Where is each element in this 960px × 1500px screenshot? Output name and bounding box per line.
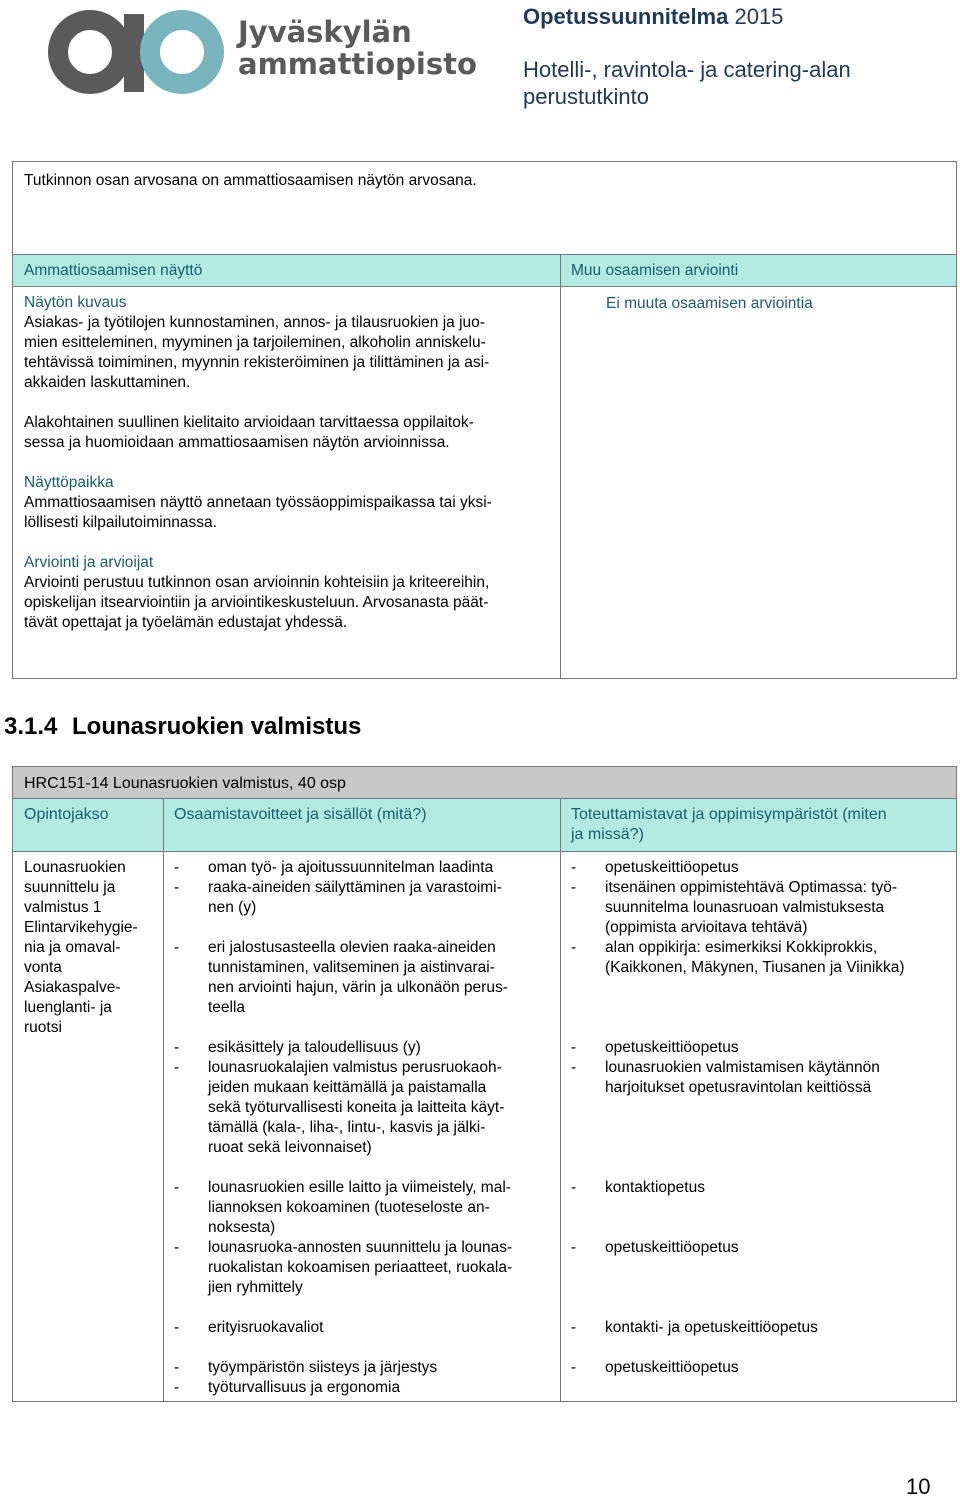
- text-line: opetuskeittiöopetus: [605, 859, 739, 876]
- column-divider: [560, 799, 561, 1401]
- page-number: 10: [906, 1474, 931, 1499]
- bullet-dash: -: [571, 1179, 577, 1196]
- muu-arviointi-text: Ei muuta osaamisen arviointia: [606, 295, 813, 312]
- bullet-dash: -: [571, 1239, 577, 1256]
- text-line: alan oppikirja: esimerkiksi Kokkiprokkis,: [605, 939, 878, 956]
- text-line: opiskelijan itsearviointiin ja arviointikeskusteluun. Arvosanasta päät-: [24, 594, 489, 611]
- text-line: ruoat sekä leivonnaiset): [208, 1139, 372, 1156]
- text-line: löllisesti kilpailutoiminnassa.: [24, 514, 217, 531]
- col-header-osaamistavoitteet: Osaamistavoitteet ja sisällöt (mitä?): [174, 806, 427, 823]
- text-line: esikäsittely ja taloudellisuus (y): [208, 1039, 421, 1056]
- text-line: itsenäinen oppimistehtävä Optimassa: työ-: [605, 879, 898, 896]
- course-table-header-row: [13, 799, 956, 852]
- text-line: noksesta): [208, 1219, 276, 1236]
- nayttopaikka-heading: Näyttöpaikka: [24, 474, 114, 491]
- col-header-muu-arviointi: Muu osaamisen arviointi: [571, 262, 739, 279]
- document-title-bold: Opetussuunnitelma: [523, 4, 729, 29]
- text-line: Ammattiosaamisen näyttö annetaan työssäoppimispaikassa tai yksi-: [24, 494, 492, 511]
- text-line: Asiakas- ja työtilojen kunnostaminen, annos- ja tilausruokien ja juo-: [24, 314, 485, 331]
- text-line: tunnistaminen, valitseminen ja aistinvarai-: [208, 959, 495, 976]
- arviointi-heading: Arviointi ja arvioijat: [24, 554, 154, 571]
- text-line: jien ryhmittely: [208, 1279, 303, 1296]
- document-subtitle-line: Hotelli-, ravintola- ja catering-alan: [523, 57, 851, 82]
- logo-a-letter: [58, 14, 144, 92]
- text-line: erityisruokavaliot: [208, 1319, 324, 1336]
- text-line: Asiakaspalve-: [24, 979, 121, 996]
- col-header-opintojakso: Opintojakso: [24, 806, 109, 823]
- text-line: sekä työturvallisesti koneita ja laitteita käyt-: [208, 1099, 505, 1116]
- text-line: akkaiden laskuttaminen.: [24, 374, 191, 391]
- nayton-kuvaus-heading: Näytön kuvaus: [24, 294, 127, 311]
- document-title: [523, 4, 783, 30]
- course-table: [12, 766, 957, 1402]
- bullet-dash: -: [174, 1179, 180, 1196]
- text-line: työympäristön siisteys ja järjestys: [208, 1359, 438, 1376]
- assessment-table: [12, 161, 957, 679]
- bullet-dash: -: [174, 879, 180, 896]
- text-line: nia ja omaval-: [24, 939, 121, 956]
- text-line: Lounasruokien: [24, 859, 126, 876]
- section-heading: [4, 713, 361, 741]
- text-line: vonta: [24, 959, 62, 976]
- text-line: suunnittelu ja: [24, 879, 116, 896]
- text-line: sessa ja huomioidaan ammattiosaamisen näytön arvioinnissa.: [24, 434, 450, 451]
- bullet-dash: -: [571, 859, 577, 876]
- assessment-header-row: [13, 255, 956, 287]
- arviointi-text: [24, 573, 554, 633]
- text-line: valmistus 1: [24, 899, 102, 916]
- bullet-dash: -: [571, 939, 577, 956]
- text-line: Alakohtainen suullinen kielitaito arvioidaan tarvittaessa oppilaitok-: [24, 414, 474, 431]
- bullet-dash: -: [174, 1239, 180, 1256]
- text-line: kontakti- ja opetuskeittiöopetus: [605, 1319, 818, 1336]
- text-line: opetuskeittiöopetus: [605, 1039, 739, 1056]
- bullet-dash: -: [174, 1379, 180, 1396]
- grade-note-row: [13, 162, 956, 255]
- text-line: teella: [208, 999, 246, 1016]
- text-line: (Kaikkonen, Mäkynen, Tiusanen ja Viinikka): [605, 959, 905, 976]
- text-line: työturvallisuus ja ergonomia: [208, 1379, 401, 1396]
- document-subtitle-line: perustutkinto: [523, 84, 649, 109]
- text-line: ruokalistan kokoamisen periaatteet, ruokala-: [208, 1259, 513, 1276]
- bullet-dash: -: [571, 879, 577, 896]
- column-divider: [560, 255, 561, 679]
- text-line: raaka-aineiden säilyttäminen ja varastoimi-: [208, 879, 502, 896]
- text-line: eri jalostusasteella olevien raaka-aineiden: [208, 939, 496, 956]
- text-line: ja missä?): [571, 826, 644, 843]
- kielitaito-text: [24, 413, 554, 453]
- column-divider: [163, 799, 164, 1401]
- bullet-dash: -: [571, 1059, 577, 1076]
- bullet-dash: -: [174, 1359, 180, 1376]
- text-line: lounasruoka-annosten suunnittelu ja lounas-: [208, 1239, 513, 1256]
- opintojakso-cell: [24, 858, 138, 1038]
- text-line: tämällä (kala-, liha-, lintu-, kasvis ja jälki-: [208, 1119, 486, 1136]
- grade-note: Tutkinnon osan arvosana on ammattiosaamisen näytön arvosana.: [24, 172, 477, 189]
- text-line: lounasruokien valmistamisen käytännön: [605, 1059, 880, 1076]
- text-line: lounasruokalajien valmistus perusruokaoh-: [208, 1059, 502, 1076]
- jyvaskylan-ammattiopisto-logo: [46, 2, 477, 98]
- text-line: jeiden mukaan keittämällä ja paistamalla: [208, 1079, 487, 1096]
- text-line: (oppimista arvioitava tehtävä): [605, 919, 808, 936]
- logo-org-line2: ammattiopisto: [238, 47, 477, 81]
- text-line: liannoksen kokoaminen (tuoteseloste an-: [208, 1199, 490, 1216]
- text-line: nen arviointi hajun, värin ja ulkonäön perus-: [208, 979, 508, 996]
- course-table-title: HRC151-14 Lounasruokien valmistus, 40 osp: [24, 775, 346, 792]
- document-title-year: 2015: [728, 4, 784, 29]
- bullet-dash: -: [571, 1319, 577, 1336]
- document-subtitle: [523, 56, 943, 110]
- col-header-toteuttamistavat: [571, 805, 956, 845]
- text-line: mien esitteleminen, myyminen ja tarjoileminen, alkoholin anniskelu-: [24, 334, 486, 351]
- text-line: opetuskeittiöopetus: [605, 1239, 739, 1256]
- text-line: Toteuttamistavat ja oppimisympäristöt (miten: [571, 806, 887, 823]
- section-title: Lounasruokien valmistus: [72, 713, 362, 740]
- text-line: ruotsi: [24, 1019, 62, 1036]
- course-table-title-row: [13, 767, 956, 799]
- text-line: tehtävissä toimiminen, myynnin rekisteröiminen ja tilittäminen ja asi-: [24, 354, 490, 371]
- text-line: lounasruokien esille laitto ja viimeistely, mal-: [208, 1179, 511, 1196]
- text-line: Elintarvikehygie-: [24, 919, 138, 936]
- text-line: Arviointi perustuu tutkinnon osan arvioinnin kohteisiin ja kriteereihin,: [24, 574, 490, 591]
- section-number: 3.1.4: [4, 713, 58, 740]
- logo-o-letter: [150, 20, 214, 84]
- bullet-dash: -: [174, 1059, 180, 1076]
- col-header-ammattiosaamisen-naytto: Ammattiosaamisen näyttö: [24, 262, 203, 279]
- text-line: suunnitelma lounasruoan valmistuksesta: [605, 899, 885, 916]
- text-line: oman työ- ja ajoitussuunnitelman laadinta: [208, 859, 494, 876]
- text-line: kontaktiopetus: [605, 1179, 705, 1196]
- text-line: luenglanti- ja: [24, 999, 112, 1016]
- text-line: harjoitukset opetusravintolan keittiössä: [605, 1079, 872, 1096]
- text-line: opetuskeittiöopetus: [605, 1359, 739, 1376]
- logo-org-line1: Jyväskylän: [238, 15, 412, 49]
- text-line: tävät opettajat ja työelämän edustajat yhdessä.: [24, 614, 348, 631]
- bullet-dash: -: [174, 1039, 180, 1056]
- bullet-dash: -: [174, 1319, 180, 1336]
- nayttopaikka-text: [24, 493, 554, 533]
- bullet-dash: -: [571, 1359, 577, 1376]
- bullet-dash: -: [174, 939, 180, 956]
- text-line: nen (y): [208, 899, 257, 916]
- bullet-dash: -: [571, 1039, 577, 1056]
- bullet-dash: -: [174, 859, 180, 876]
- nayton-kuvaus-text: [24, 313, 554, 393]
